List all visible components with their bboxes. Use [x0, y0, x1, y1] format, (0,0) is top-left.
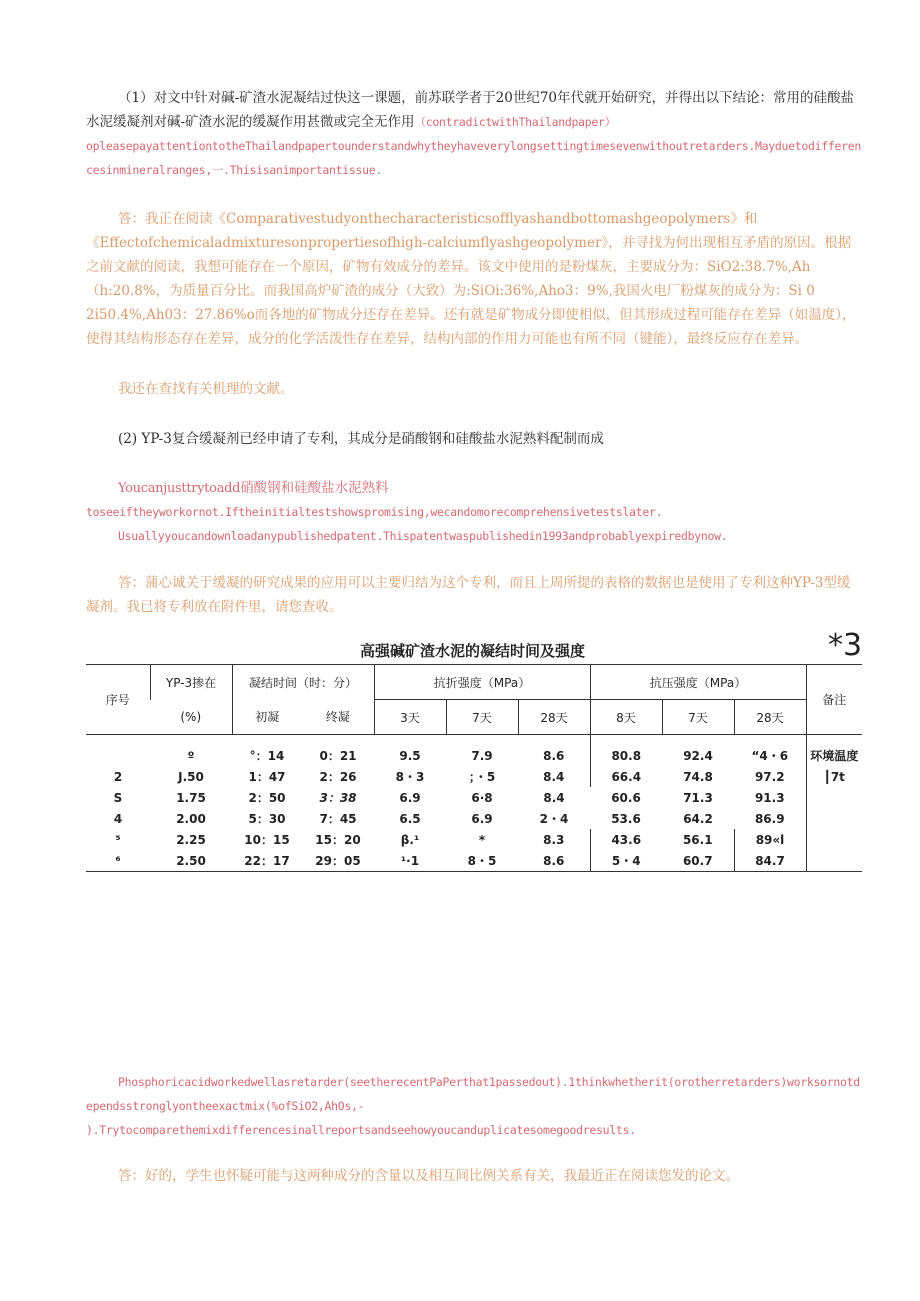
- header-setting-time: 凝结时间（时：分）: [232, 665, 374, 700]
- advisor-comment-2c: Usuallyyoucandownloadanypublishedpatent.Thispatentwaspublishedin1993andprobablyexpiredbynow.: [118, 529, 728, 543]
- data-table: [86, 664, 862, 872]
- question-1: （1）对文中针对碱-矿渣水泥凝结过快这一课题，前苏联学者于20世纪70年代就开始研究，并得出以下结论：常用的硅酸盐水泥缓凝剂对碱-矿渣水泥的缓凝作用甚微或完全无作用（contradictwithThailandpaper）: [86, 90, 855, 130]
- table-title: 高强碱矿渣水泥的凝结时间及强度: [360, 642, 586, 660]
- header-flex-7d: 7天: [446, 700, 518, 735]
- advisor-comment-3b: ).Trytocomparethemixdifferencesinallreportsandseehowyoucanduplicatesomegoodresults.: [86, 1123, 636, 1137]
- header-flexural: 抗折强度（MPa）: [374, 665, 590, 700]
- header-flex-28d: 28天: [518, 700, 590, 735]
- table-row: ⁶ 2.50 22：17 29：05 ¹·1 8・5 8.6 5・4 60.7 84.7: [86, 850, 862, 872]
- header-compressive: 抗压强度（MPa）: [590, 665, 806, 700]
- header-initial: 初凝: [232, 700, 302, 735]
- header-dose-b: (%): [180, 709, 202, 724]
- table-row: 2 J.50 1：47 2：26 8・3 ；・5 8.4 66.4 74.8 97.2 ┃7t: [86, 766, 862, 787]
- advisor-comment-2b: toseeiftheyworkornot.Iftheinitialtestshowspromising,wecandomorecomprehensivetestslater.: [86, 505, 663, 519]
- student-answer-2: 答：蒲心诚关于缓凝的研究成果的应用可以主要归结为这个专利，而且上周所提的表格的数据也是使用了专利这种YP-3型缓凝剂。我已将专利放在附件里，请您查收。: [86, 575, 851, 615]
- student-answer-1: 答：我正在阅读《Comparativestudyonthecharacteristicsofflyashandbottomashgeopolymers》和《Effectofchemicaladmixturesonpropertiesofhigh-calciumflyashgeopolymer》，并寻找为何出现相互矛盾的原因。根据之前文献的阅读，我想可能存在一个原因，矿物有效成分的差异。该文中使用的是粉煤灰，主要成分为：SiO2:38.7%,Ah（h:20.8%，为质量百分比。而我国高炉矿渣的成分（大致）为:SiOi:36%,Aho3：9%,我国火电厂粉煤灰的成分为：Si 0 2i50.4%,Ah03：27.86%o而各地的矿物成分还存在差异。还有就是矿物成分即使相似，但其形成过程可能存在差异（如温度），使得其结构形态存在差异，成分的化学活泼性存在差异，结构内部的作用力可能也有所不同（键能），最终反应存在差异。: [86, 211, 856, 347]
- advisor-comment-3a: Phosphoricacidworkedwellasretarder(seetherecentPaPerthat1passedout).1thinkwhetherit(orotherretarders)worksornotdependsstronglyontheexactmix(%ofSiO2,AhOs,-: [86, 1075, 860, 1113]
- header-dose-a: YP-3掺在: [150, 665, 232, 700]
- table-row: ⁵ 2.25 10：15 15：20 β.¹ * 8.3 43.6 56.1 89«l: [86, 829, 862, 850]
- header-comp-28d: 28天: [734, 700, 806, 735]
- header-flex-3d: 3天: [374, 700, 446, 735]
- student-answer-3: 答：好的，学生也怀疑可能与这两种成分的含量以及相互间比例关系有关，我最近正在阅读您发的论文。: [118, 1168, 739, 1184]
- comment-inline-1: （contradictwithThailandpaper）: [414, 115, 616, 129]
- question-2: (2) YP-3复合缓凝剂已经申请了专利，其成分是硝酸钢和硅酸盐水泥熟料配制而成: [118, 431, 604, 447]
- student-answer-1b: 我还在查找有关机理的文献。: [118, 381, 294, 397]
- header-comp-8d: 8天: [590, 700, 662, 735]
- header-final: 终凝: [325, 710, 350, 725]
- table-corner-mark: *3: [828, 628, 863, 663]
- header-no: 序号: [86, 665, 150, 735]
- advisor-comment-2a: Youcanjusttrytoadd硝酸钢和硅酸盐水泥熟料: [118, 480, 389, 496]
- advisor-comment-1: opleasepayattentiontotheThailandpapertounderstandwhytheyhaveverylongsettingtimesevenwithoutretarders.Mayduetodifferencesinmineralranges,一.Thisisanimportantissue.: [86, 139, 861, 177]
- header-note: 备注: [806, 665, 862, 735]
- header-comp-7d: 7天: [662, 700, 734, 735]
- table-row: 4 2.00 5：30 7：45 6.5 6.9 2・4 53.6 64.2 86.9: [86, 808, 862, 829]
- table-row: º °：14 0：21 9.5 7.9 8.6 80.8 92.4 “4・6 环境温度: [86, 735, 862, 767]
- table-row: S 1.75 2：50 3：38 6.9 6·8 8.4 60.6 71.3 91.3: [86, 787, 862, 808]
